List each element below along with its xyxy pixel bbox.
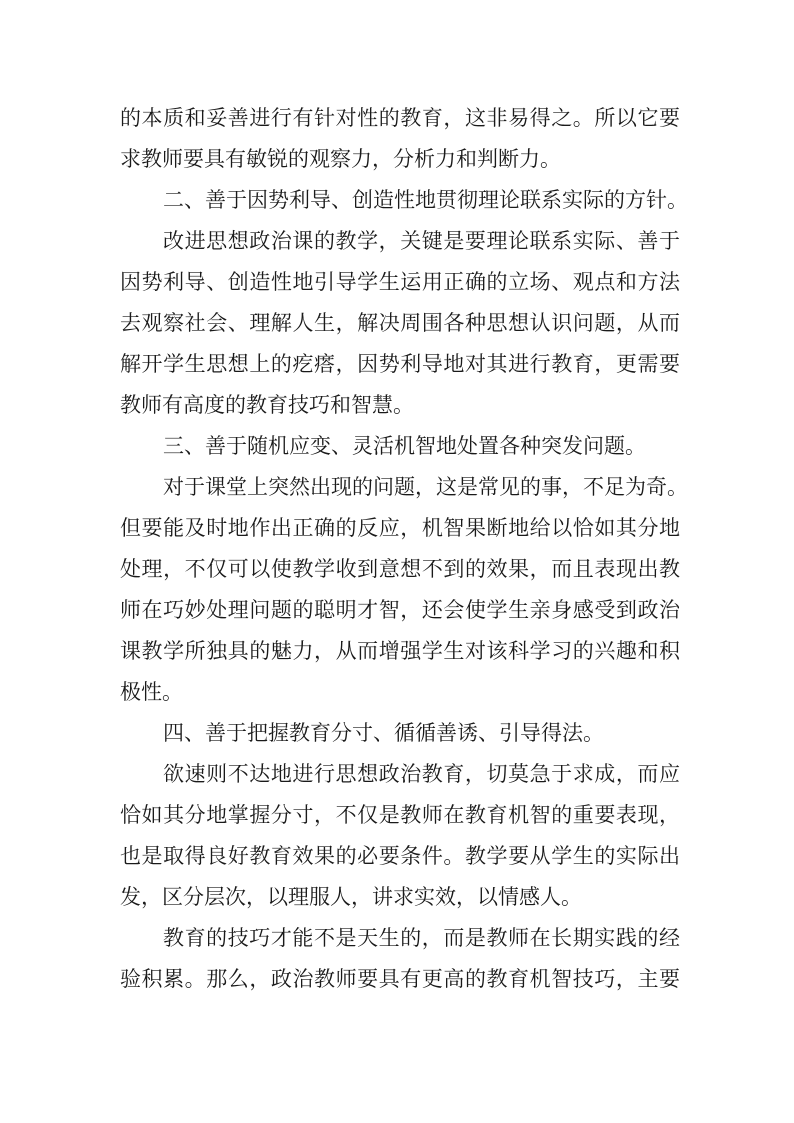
text-line: 但要能及时地作出正确的反应，机智果断地给以恰如其分地: [120, 516, 680, 540]
text-line: 四、善于把握教育分寸、循循善诱、引导得法。: [163, 721, 604, 745]
text-line: 也是取得良好教育效果的必要条件。教学要从学生的实际出: [120, 844, 680, 868]
text-line: 发，区分层次，以理服人，讲求实效，以情感人。: [120, 885, 582, 909]
text-line: 师在巧妙处理问题的聪明才智，还会使学生亲身感受到政治: [120, 598, 680, 622]
text-line: 去观察社会、理解人生，解决周围各种思想认识问题，从而: [120, 311, 680, 335]
text-line: 课教学所独具的魅力，从而增强学生对该科学习的兴趣和积: [120, 639, 680, 663]
text-line: 恰如其分地掌握分寸，不仅是教师在教育机智的重要表现，: [120, 803, 680, 827]
text-line: 三、善于随机应变、灵活机智地处置各种突发问题。: [163, 434, 646, 458]
text-line: 对于课堂上突然出现的问题，这是常见的事，不足为奇。: [163, 475, 688, 499]
text-line: 教育的技巧才能不是天生的，而是教师在长期实践的经: [163, 926, 680, 950]
text-line: 验积累。那么，政治教师要具有更高的教育机智技巧，主要: [120, 967, 680, 991]
text-line: 教师有高度的教育技巧和智慧。: [120, 393, 414, 417]
text-line: 求教师要具有敏锐的观察力，分析力和判断力。: [120, 147, 561, 171]
text-line: 的本质和妥善进行有针对性的教育，这非易得之。所以它要: [120, 106, 680, 130]
document-body: [120, 98, 688, 1000]
text-line: 因势利导、创造性地引导学生运用正确的立场、观点和方法: [120, 270, 680, 294]
text-line: 处理，不仅可以使教学收到意想不到的效果，而且表现出教: [120, 557, 680, 581]
text-line: 二、善于因势利导、创造性地贯彻理论联系实际的方针。: [163, 188, 688, 212]
text-line: 极性。: [120, 680, 183, 704]
text-line: 改进思想政治课的教学，关键是要理论联系实际、善于: [163, 229, 680, 253]
text-line: 解开学生思想上的疙瘩，因势利导地对其进行教育，更需要: [120, 352, 680, 376]
text-line: 欲速则不达地进行思想政治教育，切莫急于求成，而应: [163, 762, 680, 786]
